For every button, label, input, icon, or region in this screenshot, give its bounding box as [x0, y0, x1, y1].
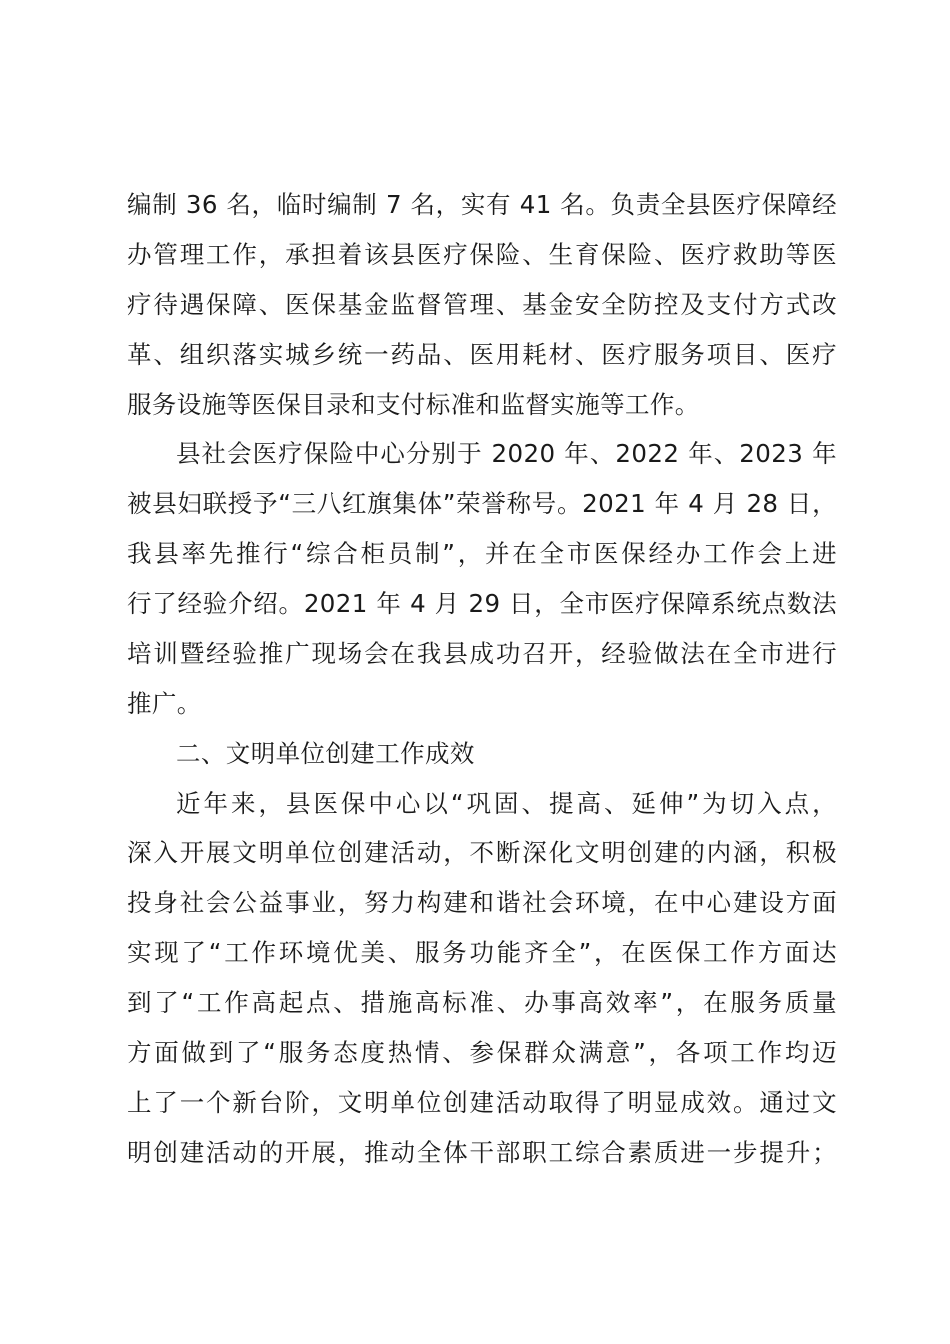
paragraph-1-line-3: 疗待遇保障、医保基金监督管理、基金安全防控及支付方式改 [127, 290, 837, 319]
paragraph-2-line-3: 我县率先推行“综合柜员制”，并在全市医保经办工作会上进 [127, 539, 837, 568]
paragraph-3-line-3: 投身社会公益事业，努力构建和谐社会环境，在中心建设方面 [127, 888, 837, 917]
paragraph-3-line-2: 深入开展文明单位创建活动，不断深化文明创建的内涵，积极 [127, 838, 837, 867]
paragraph-1-line-2: 办管理工作，承担着该县医疗保险、生育保险、医疗救助等医 [127, 240, 837, 269]
paragraph-2-line-4: 行了经验介绍。2021 年 4 月 29 日，全市医疗保障系统点数法 [127, 589, 837, 618]
paragraph-3-line-6: 方面做到了“服务态度热情、参保群众满意”，各项工作均迈 [127, 1038, 837, 1067]
paragraph-1-line-5: 服务设施等医保目录和支付标准和监督实施等工作。 [127, 390, 700, 419]
paragraph-2-line-6: 推广。 [127, 689, 202, 718]
paragraph-3-line-1: 近年来，县医保中心以“巩固、提高、延伸”为切入点， [176, 789, 837, 818]
paragraph-3-line-7: 上了一个新台阶，文明单位创建活动取得了明显成效。通过文 [127, 1088, 837, 1117]
paragraph-3-line-8: 明创建活动的开展，推动全体干部职工综合素质进一步提升； [127, 1138, 837, 1167]
paragraph-3-line-5: 到了“工作高起点、措施高标准、办事高效率”，在服务质量 [127, 988, 837, 1017]
paragraph-2-line-1: 县社会医疗保险中心分别于 2020 年、2022 年、2023 年 [176, 439, 837, 468]
paragraph-2-line-2: 被县妇联授予“三八红旗集体”荣誉称号。2021 年 4 月 28 日， [127, 489, 837, 518]
section-heading: 二、文明单位创建工作成效 [176, 739, 475, 768]
paragraph-1-line-4: 革、组织落实城乡统一药品、医用耗材、医疗服务项目、医疗 [127, 340, 837, 369]
paragraph-2-line-5: 培训暨经验推广现场会在我县成功召开，经验做法在全市进行 [127, 639, 837, 668]
paragraph-3-line-4: 实现了“工作环境优美、服务功能齐全”，在医保工作方面达 [127, 938, 837, 967]
paragraph-1-line-1: 编制 36 名，临时编制 7 名，实有 41 名。负责全县医疗保障经 [127, 190, 837, 219]
